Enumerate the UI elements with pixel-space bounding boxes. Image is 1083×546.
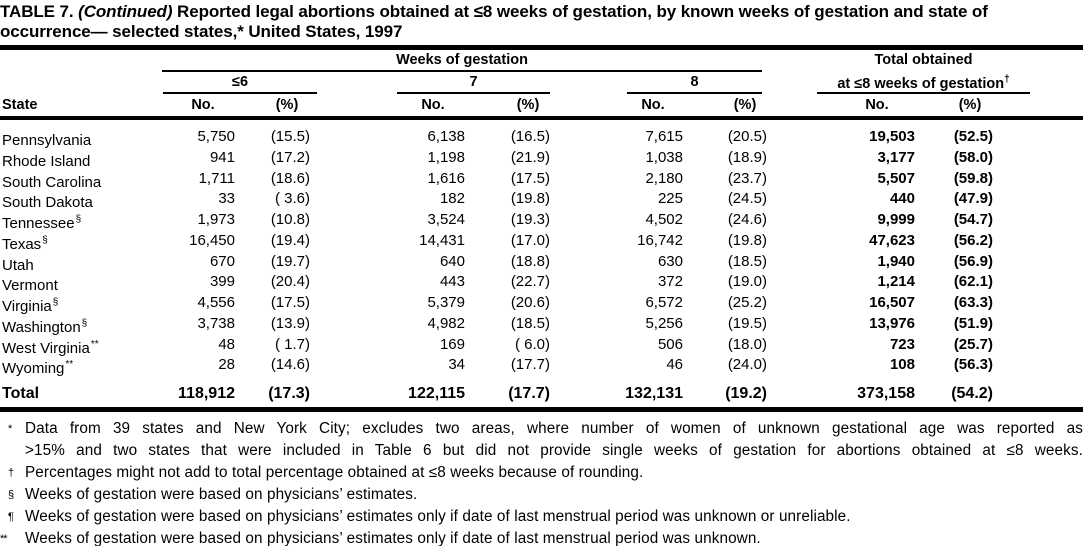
- footnote-section-text: Weeks of gestation were based on physicians’ estimates.: [25, 486, 418, 503]
- continued-label: (Continued): [78, 2, 173, 21]
- section-marker: §: [8, 489, 15, 501]
- state-column-header: State: [2, 97, 38, 113]
- w8-no-cell: 4,502: [645, 211, 683, 228]
- le6-no-cell: 1,711: [198, 169, 235, 187]
- state-name: South Dakota: [2, 194, 93, 212]
- total-w7-pct: (17.7): [508, 385, 550, 402]
- footnote-section: [0, 484, 1083, 506]
- table-row: [0, 169, 1083, 190]
- total-obtained-header-line1: Total obtained: [874, 52, 973, 68]
- table-header: [0, 50, 1083, 116]
- table-row: [0, 210, 1083, 231]
- w7-no-cell: 14,431: [419, 231, 465, 249]
- w7-no-cell: 169: [439, 335, 465, 353]
- w7-pct-cell: (17.5): [510, 169, 550, 187]
- le6-no-cell: 3,738: [197, 314, 235, 332]
- le6-no-cell: 48: [218, 335, 235, 353]
- total-pct-cell: (62.1): [953, 273, 993, 291]
- w8-no-cell: 372: [657, 273, 683, 291]
- weeks-of-gestation-header: Weeks of gestation: [396, 52, 528, 68]
- table-row: [0, 189, 1083, 210]
- w7-no-cell: 443: [439, 273, 465, 291]
- le6-pct-cell: (19.7): [270, 252, 310, 270]
- total-pct-cell: (63.3): [953, 294, 993, 311]
- w8-no-cell: 2,180: [645, 169, 683, 187]
- total-le6-no: 118,912: [178, 385, 235, 402]
- w8-no-cell: 7,615: [645, 128, 683, 145]
- table-row: [0, 252, 1083, 273]
- total-no-cell: 1,214: [877, 273, 915, 291]
- w8-pct-cell: (19.5): [727, 314, 767, 332]
- table-row: [0, 335, 1083, 356]
- w7-no-cell: 6,138: [427, 128, 465, 145]
- total-row: [0, 383, 1083, 404]
- footnote-pilcrow-text: Weeks of gestation were based on physicians’ estimates only if date of last menstrual period was unknown or unreliable.: [25, 508, 851, 525]
- w7-no-cell: 1,616: [427, 169, 465, 187]
- total-no-cell: 723: [889, 335, 915, 353]
- le6-no-header: No.: [191, 97, 215, 113]
- w7-pct-header: (%): [516, 97, 540, 113]
- w7-no-cell: 34: [448, 356, 465, 374]
- table-body: [0, 120, 1083, 376]
- total-sum-pct: (54.2): [951, 385, 993, 402]
- table-label: TABLE 7.: [0, 2, 74, 21]
- state-name: West Virginia: [2, 339, 90, 357]
- total-underline: [817, 92, 1030, 94]
- state-footnote-marker: §: [81, 317, 88, 329]
- total-w7-no: 122,115: [408, 385, 465, 402]
- w7-pct-cell: (16.5): [510, 128, 550, 145]
- total-pct-cell: (56.2): [953, 231, 993, 249]
- w8-pct-cell: (18.9): [727, 148, 767, 166]
- le6-no-cell: 4,556: [197, 294, 235, 311]
- w8-pct-header: (%): [733, 97, 757, 113]
- double-asterisk-marker: **: [0, 533, 7, 545]
- total-obtained-header-line2: at ≤8 weeks of gestation†: [837, 74, 1010, 92]
- footnote-asterisk-line2: >15% and two states that were included in Table 6 but did not provide single weeks of gestation for abortions obtained at ≤8 weeks.: [25, 442, 1083, 459]
- total-no-cell: 5,507: [877, 169, 915, 187]
- w8-no-cell: 6,572: [645, 294, 683, 311]
- state-name: South Carolina: [2, 173, 102, 191]
- footnote-dagger: [0, 462, 1083, 484]
- w7-no-cell: 4,982: [427, 314, 465, 332]
- w8-pct-cell: (25.2): [727, 294, 767, 311]
- le6-no-cell: 399: [209, 273, 235, 291]
- le6-no-cell: 941: [209, 148, 235, 166]
- total-no-cell: 47,623: [869, 231, 915, 249]
- w8-no-cell: 16,742: [637, 231, 683, 249]
- state-name: Vermont: [2, 277, 58, 295]
- total-sum-no: 373,158: [857, 385, 915, 402]
- le6-pct-cell: (10.8): [270, 211, 310, 228]
- footnote-asterisk-line1: Data from 39 states and New York City; excludes two areas, where number of women of unknown gestational age was reported as: [25, 420, 1083, 437]
- w7-no-cell: 182: [439, 190, 465, 208]
- table-row: [0, 231, 1083, 252]
- table-row: [0, 127, 1083, 148]
- asterisk-marker: *: [8, 423, 13, 435]
- le6-pct-header: (%): [275, 97, 299, 113]
- footnotes: [0, 412, 1083, 546]
- w8-underline: [627, 92, 762, 94]
- w8-pct-cell: (19.8): [727, 231, 767, 249]
- total-pct-cell: (47.9): [953, 190, 993, 208]
- table-row: [0, 272, 1083, 293]
- w8-pct-cell: (23.7): [727, 169, 767, 187]
- w7-no-cell: 1,198: [427, 148, 465, 166]
- state-footnote-marker: **: [90, 338, 99, 350]
- table-title: [0, 0, 1083, 41]
- footnote-asterisk: [0, 418, 1083, 462]
- state-name: Wyoming: [2, 360, 65, 378]
- le6-no-cell: 28: [218, 356, 235, 374]
- le6-no-cell: 33: [218, 190, 235, 208]
- dagger-footnote-marker: †: [1004, 74, 1010, 85]
- state-name: Texas: [2, 235, 42, 253]
- le6-pct-cell: (19.4): [270, 231, 310, 249]
- total-no-cell: 440: [889, 190, 915, 208]
- state-footnote-marker: **: [65, 359, 74, 371]
- w7-pct-cell: (17.7): [510, 356, 550, 374]
- w7-pct-cell: (17.0): [510, 231, 550, 249]
- le6-no-cell: 5,750: [197, 128, 235, 145]
- le6-underline: [163, 92, 317, 94]
- total-pct-cell: (56.3): [953, 356, 993, 374]
- state-footnote-marker: §: [75, 214, 82, 225]
- le6-pct-cell: ( 3.6): [274, 190, 310, 208]
- w8-pct-cell: (18.0): [727, 335, 767, 353]
- footnote-double-asterisk: [0, 528, 1083, 546]
- state-name: Pennsylvania: [2, 132, 92, 149]
- col-group-8: 8: [690, 74, 699, 90]
- w8-pct-cell: (18.5): [727, 252, 767, 270]
- table-row: [0, 314, 1083, 335]
- w7-pct-cell: (22.7): [510, 273, 550, 291]
- total-pct-cell: (51.9): [953, 314, 993, 332]
- total-pct-cell: (25.7): [953, 335, 993, 353]
- w7-no-header: No.: [421, 97, 445, 113]
- le6-pct-cell: (17.2): [270, 148, 310, 166]
- w8-no-cell: 5,256: [645, 314, 683, 332]
- total-no-header: No.: [865, 97, 889, 113]
- dagger-marker: †: [8, 467, 15, 479]
- w8-pct-cell: (24.6): [727, 211, 767, 228]
- table-title-line1: [0, 2, 1083, 22]
- w8-no-cell: 630: [657, 252, 683, 270]
- state-name: Rhode Island: [2, 152, 91, 170]
- title-text: Reported legal abortions obtained at ≤8 weeks of gestation, by known weeks of gestation and state of: [177, 2, 988, 21]
- w8-pct-cell: (19.0): [727, 273, 767, 291]
- state-name: Tennessee: [2, 215, 75, 232]
- footnote-pilcrow: [0, 506, 1083, 528]
- le6-pct-cell: (15.5): [270, 128, 310, 145]
- total-no-cell: 13,976: [869, 314, 915, 332]
- total-no-cell: 16,507: [869, 294, 915, 311]
- le6-pct-cell: (14.6): [270, 356, 310, 374]
- total-no-cell: 19,503: [869, 128, 915, 145]
- w8-no-cell: 1,038: [645, 148, 683, 166]
- total-row-label: Total: [2, 385, 40, 402]
- total-pct-cell: (54.7): [953, 211, 993, 228]
- footnote-dagger-text: Percentages might not add to total percentage obtained at ≤8 weeks because of rounding.: [25, 464, 644, 481]
- state-name: Washington: [2, 318, 81, 336]
- pilcrow-marker: ¶: [8, 511, 15, 523]
- total-pct-cell: (58.0): [953, 148, 993, 166]
- w7-pct-cell: (20.6): [510, 294, 550, 311]
- col-group-le6: ≤6: [231, 74, 249, 90]
- w7-pct-cell: (21.9): [510, 148, 550, 166]
- le6-pct-cell: (20.4): [270, 273, 310, 291]
- total-w8-pct: (19.2): [725, 385, 767, 402]
- table-row: [0, 148, 1083, 169]
- w8-pct-cell: (24.5): [727, 190, 767, 208]
- state-name: Virginia: [2, 298, 52, 315]
- w7-pct-cell: (18.8): [510, 252, 550, 270]
- weeks-of-gestation-underline: [162, 70, 762, 72]
- table-title-line2: occurrence— selected states,* United States, 1997: [0, 21, 403, 41]
- total-le6-pct: (17.3): [268, 385, 310, 402]
- le6-pct-cell: (13.9): [270, 314, 310, 332]
- w8-pct-cell: (20.5): [727, 128, 767, 145]
- state-name: Utah: [2, 256, 34, 274]
- footnote-double-asterisk-text: Weeks of gestation were based on physicians’ estimates only if date of last menstrual period was unknown.: [25, 530, 761, 546]
- le6-no-cell: 16,450: [189, 231, 235, 249]
- w8-no-cell: 506: [657, 335, 683, 353]
- w7-pct-cell: (19.3): [510, 211, 550, 228]
- total-no-cell: 3,177: [877, 148, 915, 166]
- col-group-7: 7: [469, 74, 478, 90]
- total-no-cell: 1,940: [877, 252, 915, 270]
- w7-pct-cell: (19.8): [510, 190, 550, 208]
- total-pct-cell: (59.8): [953, 169, 993, 187]
- w7-pct-cell: ( 6.0): [514, 335, 550, 353]
- le6-no-cell: 670: [209, 252, 235, 270]
- w7-underline: [397, 92, 550, 94]
- state-footnote-marker: §: [52, 297, 59, 308]
- total-w8-no: 132,131: [625, 385, 683, 402]
- w7-no-cell: 5,379: [427, 294, 465, 311]
- w8-no-header: No.: [641, 97, 665, 113]
- table-row: [0, 293, 1083, 314]
- state-footnote-marker: §: [42, 234, 48, 246]
- table-row: [0, 355, 1083, 376]
- total-pct-cell: (52.5): [953, 128, 993, 145]
- w7-pct-cell: (18.5): [510, 314, 550, 332]
- w8-pct-cell: (24.0): [727, 356, 767, 374]
- le6-pct-cell: (17.5): [270, 294, 310, 311]
- le6-pct-cell: ( 1.7): [274, 335, 310, 353]
- total-pct-cell: (56.9): [953, 252, 993, 270]
- w8-no-cell: 225: [657, 190, 683, 208]
- total-pct-header: (%): [958, 97, 982, 113]
- w7-no-cell: 3,524: [427, 211, 465, 228]
- total-no-cell: 9,999: [877, 211, 915, 228]
- w8-no-cell: 46: [666, 356, 683, 374]
- le6-no-cell: 1,973: [197, 211, 235, 228]
- le6-pct-cell: (18.6): [270, 169, 310, 187]
- total-no-cell: 108: [889, 356, 915, 374]
- state-cell: [0, 355, 163, 380]
- w7-no-cell: 640: [439, 252, 465, 270]
